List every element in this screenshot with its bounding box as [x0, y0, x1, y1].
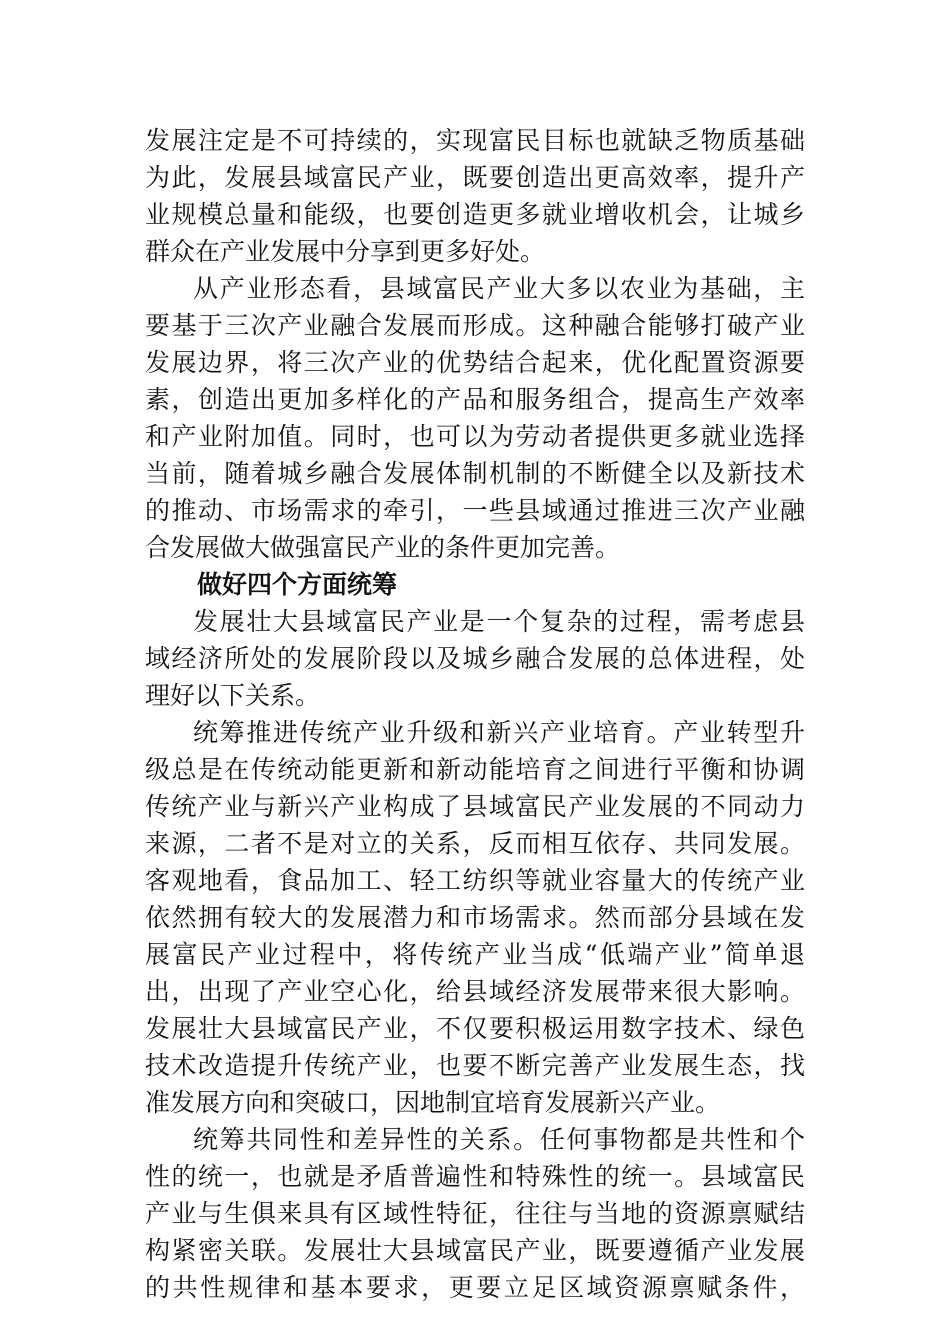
text-line: 级总是在传统动能更新和新动能培育之间进行平衡和协调: [145, 755, 805, 784]
text-line: 依然拥有较大的发展潜力和市场需求。然而部分县域在发: [145, 903, 805, 932]
text-line: 当前，随着城乡融合发展体制机制的不断健全以及新技术: [145, 459, 805, 488]
text-line: 发展壮大县域富民产业，不仅要积极运用数字技术、绿色: [145, 1014, 805, 1043]
text-line: 出，出现了产业空心化，给县域经济发展带来很大影响。: [145, 977, 805, 1006]
text-line: 要基于三次产业融合发展而形成。这种融合能够打破产业: [145, 311, 805, 340]
text-line: 和产业附加值。同时，也可以为劳动者提供更多就业选择: [145, 422, 805, 451]
text-line: 理好以下关系。: [145, 681, 321, 710]
text-line: 构紧密关联。发展壮大县域富民产业，既要遵循产业发展: [145, 1236, 805, 1265]
text-line: 域经济所处的发展阶段以及城乡融合发展的总体进程，处: [145, 644, 805, 673]
text-line: 发展边界，将三次产业的优势结合起来，优化配置资源要: [145, 348, 805, 377]
section-heading: 做好四个方面统筹: [197, 570, 398, 599]
text-line: 业规模总量和能级，也要创造更多就业增收机会，让城乡: [145, 200, 805, 229]
text-line: 传统产业与新兴产业构成了县域富民产业发展的不同动力: [145, 792, 805, 821]
text-line: 展富民产业过程中，将传统产业当成“低端产业”简单退: [145, 940, 805, 969]
paragraph-first-line: 统筹推进传统产业升级和新兴产业培育。产业转型升: [193, 718, 805, 747]
text-line: 产业与生俱来具有区域性特征，往往与当地的资源禀赋结: [145, 1199, 805, 1228]
text-line: 群众在产业发展中分享到更多好处。: [145, 237, 546, 266]
text-line: 素，创造出更加多样化的产品和服务组合，提高生产效率: [145, 385, 805, 414]
document-body: [145, 122, 805, 1306]
text-line: 来源，二者不是对立的关系，反而相互依存、共同发展。: [145, 829, 805, 858]
text-line: 技术改造提升传统产业，也要不断完善产业发展生态，找: [145, 1051, 805, 1080]
paragraph-first-line: 从产业形态看，县域富民产业大多以农业为基础，主: [193, 274, 805, 303]
text-line: 的推动、市场需求的牵引，一些县域通过推进三次产业融: [145, 496, 805, 525]
text-line: 性的统一，也就是矛盾普遍性和特殊性的统一。县域富民: [145, 1162, 805, 1191]
paragraph-first-line: 发展壮大县域富民产业是一个复杂的过程，需考虑县: [193, 607, 805, 636]
text-line: 合发展做大做强富民产业的条件更加完善。: [145, 533, 621, 562]
text-line: 为此，发展县域富民产业，既要创造出更高效率，提升产: [145, 163, 805, 192]
text-line: 准发展方向和突破口，因地制宜培育发展新兴产业。: [145, 1088, 721, 1117]
text-line: 客观地看，食品加工、轻工纺织等就业容量大的传统产业: [145, 866, 805, 895]
text-line: 的共性规律和基本要求，更要立足区域资源禀赋条件，: [145, 1273, 805, 1302]
text-line: 发展注定是不可持续的，实现富民目标也就缺乏物质基础: [145, 126, 805, 155]
paragraph-first-line: 统筹共同性和差异性的关系。任何事物都是共性和个: [193, 1125, 805, 1154]
